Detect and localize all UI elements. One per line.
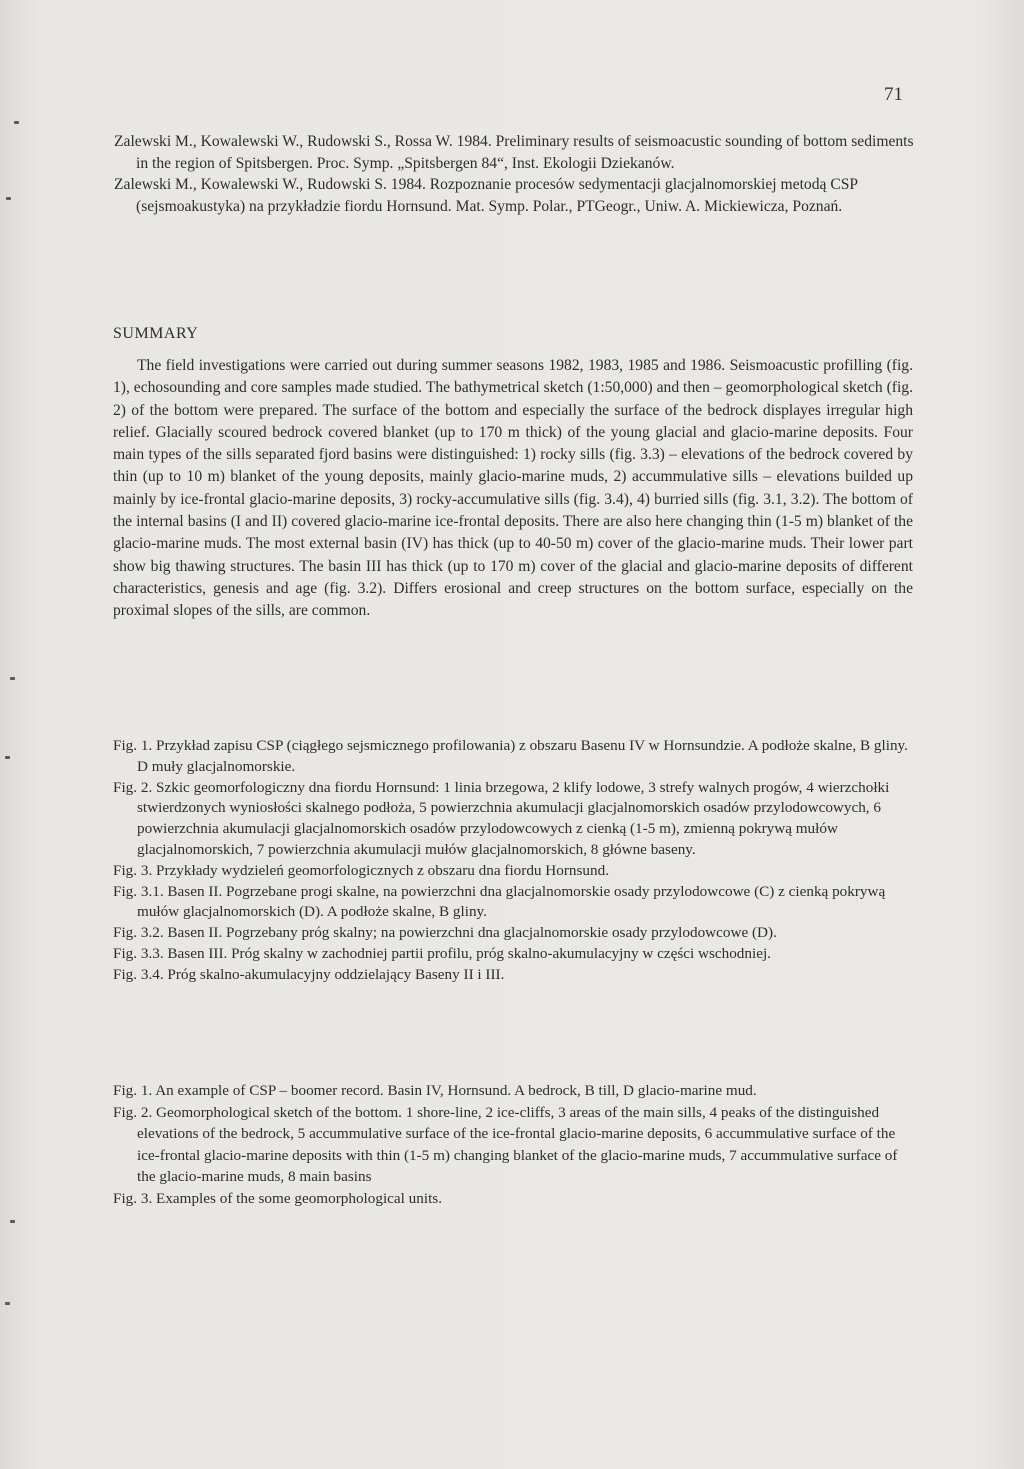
scan-speck [5,756,10,759]
scan-speck [14,121,19,124]
caption-item: Fig. 1. An example of CSP – boomer record. Basin IV, Hornsund. A bedrock, B till, D glacio-marine mud. [113,1082,757,1099]
caption-item: Fig. 3. Examples of the some geomorphological units. [113,1189,443,1207]
summary-paragraph: The field investigations were carried out during summer seasons 1982, 1983, 1985 and 1986. Seismoacustic profilling (fig. 1), echosounding and core samples made studied. The bathymetrical sketch (1:50,000) and then – geomorphological sketch (fig. 2) of the bottom were prepared. The surface of the bottom and especially the surface of the bedrock displayes irregular high relief. Glacially scoured bedrock covered blanket (up to 170 m thick) of the young glacial and glacio-marine deposits. Four main types of the sills separated fjord basins were distinguished: 1) rocky sills (fig. 3.3) – elevations of the bedrock covered by thin (up to 10 m) blanket of the young deposits, mainly glacio-marine muds, 2) accummulative sills – elevations builded up mainly by ice-frontal glacio-marine deposits, 3) rocky-accumulative sills (fig. 3.4), 4) burried sills (fig. 3.1, 3.2). The bottom of the internal basins (I and II) covered glacio-marine ice-frontal deposits. There are also here changing thin (1-5 m) blanket of the glacio-marine muds. The most external basin (IV) has thick (up to 40-50 m) cover of the glacio-marine muds. Their lower part show big thawing structures. The basin III has thick (up to 170 m) cover of the glacial and glacio-marine deposits of different characteristics, genesis and age (fig. 3.2). Differs erosional and creep structures on the bottom surface, especially on the proximal slopes of the sills, are common. [113,357,913,620]
reference-item: Zalewski M., Kowalewski W., Rudowski S. 1984. Rozpoznanie procesów sedymentacji glacjalnomorskiej metodą CSP (sejsmoakustyka) na przykładzie fiordu Hornsund. Mat. Symp. Polar., PTGeogr., Uniw. A. Mickiewicza, Poznań. [114,176,858,215]
page-number: 71 [884,84,903,105]
scan-speck [6,197,11,200]
caption-item: Fig. 3. Przykłady wydzieleń geomorfologicznych z obszaru dna fiordu Hornsund. [113,861,610,879]
caption-item: Fig. 3.2. Basen II. Pogrzebany próg skalny; na powierzchni dna glacjalnomorskie osady przylodowcowe (D). [113,924,777,942]
figure-captions-english [113,1080,913,1210]
scan-speck [5,1302,10,1305]
caption-item: Fig. 2. Szkic geomorfologiczny dna fiordu Hornsund: 1 linia brzegowa, 2 klify lodowe, 3 strefy walnych progów, 4 wierzchołki stwierdzonych wyniosłości skalnego podłoża, 5 powierzchnia akumulacji glacjalnomorskich osadów przylodowcowych, 6 powierzchnia akumulacji glacjalnomorskich osadów przylodowcowych z cienką (1-5 m), zmienną pokrywą mułów glacjalnomorskich, 7 powierzchnia akumulacji mułów glacjalnomorskich, 8 główne baseny. [113,778,890,858]
caption-item: Fig. 3.1. Basen II. Pogrzebane progi skalne, na powierzchni dna glacjalnomorskie osady przylodowcowe (C) z cienką pokrywą mułów glacjalnomorskich (D). A podłoże skalne, B gliny. [113,882,886,921]
references-list [114,131,914,217]
figure-captions-polish [113,736,913,986]
caption-item: Fig. 2. Geomorphological sketch of the bottom. 1 shore-line, 2 ice-cliffs, 3 areas of the main sills, 4 peaks of the distinguished elevations of the bedrock, 5 accummulative surface of the ice-frontal glacio-marine deposits, 6 accummulative surface of the ice-frontal glacio-marine deposits with thin (1-5 m) changing blanket of the glacio-marine muds, 7 accummulative surface of the glacio-marine muds, 8 main basins [113,1103,898,1186]
caption-item: Fig. 3.3. Basen III. Próg skalny w zachodniej partii profilu, próg skalno-akumulacyjny w części wschodniej. [113,944,771,962]
summary-heading: SUMMARY [113,325,199,342]
caption-item: Fig. 1. Przykład zapisu CSP (ciągłego sejsmicznego profilowania) z obszaru Basenu IV w Hornsundzie. A podłoże skalne, B gliny. D muły glacjalnomorskie. [113,737,908,775]
scan-speck [10,677,15,680]
reference-item: Zalewski M., Kowalewski W., Rudowski S., Rossa W. 1984. Preliminary results of seismoacustic sounding of bottom sediments in the region of Spitsbergen. Proc. Symp. „Spitsbergen 84“, Inst. Ekologii Dziekanów. [114,133,914,172]
scan-speck [10,1220,15,1223]
caption-item: Fig. 3.4. Próg skalno-akumulacyjny oddzielający Baseny II i III. [113,965,505,983]
